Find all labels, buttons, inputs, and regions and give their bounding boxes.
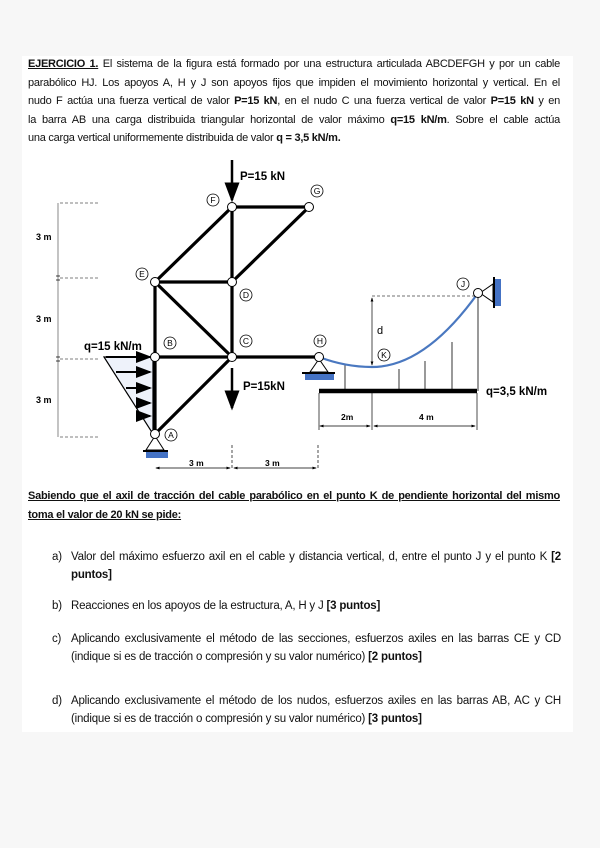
question-text: Aplicando exclusivamente el método de las secciones, esfuerzos axiles en las barras CE y CD (indique si es de tracción o compresión y su valor numérico) bbox=[71, 633, 561, 663]
node-label-e bbox=[136, 268, 148, 280]
joint-g bbox=[305, 203, 314, 212]
truss-bars bbox=[155, 207, 319, 434]
dim-label: 3 m bbox=[36, 232, 52, 242]
emphasis-text: P=15 kN bbox=[490, 95, 534, 107]
statement-text: nudo F actúa una fuerza vertical de valor bbox=[28, 95, 235, 107]
cable-hangers bbox=[345, 296, 478, 391]
dim-label: 3 m bbox=[265, 458, 280, 468]
joint-h bbox=[315, 353, 324, 362]
svg-text:B: B bbox=[167, 338, 173, 348]
statement-text: . Sobre el cable actúa bbox=[446, 113, 560, 126]
dim-label: 3 m bbox=[189, 458, 204, 468]
node-label-k bbox=[378, 349, 390, 361]
question-text: Aplicando exclusivamente el método de los nudos, esfuerzos axiles en las barras AB, AC y CH (indique si es de tracción o compresión y su valor numérico) bbox=[71, 695, 561, 725]
dim-label: 4 m bbox=[419, 412, 434, 422]
joint-f bbox=[228, 203, 237, 212]
svg-text:F: F bbox=[210, 195, 216, 205]
load-label-q-ab: q=15 kN/m bbox=[84, 341, 142, 353]
statement-text: El sistema de la figura está formado por una estructura articulada ABCDEFGH y por un cable bbox=[98, 58, 560, 70]
joint-b bbox=[151, 353, 160, 362]
dim-label: 2m bbox=[341, 412, 354, 422]
load-label-f: P=15 kN bbox=[240, 171, 286, 183]
triangular-load bbox=[104, 357, 153, 434]
question-text: Reacciones en los apoyos de la estructura, A, H y J bbox=[71, 600, 327, 612]
subtitle-line: Sabiendo que el axil de tracción del cable parabólico en el punto K de pendiente horizontal del mismo bbox=[28, 490, 560, 502]
svg-text:G: G bbox=[313, 186, 321, 196]
node-label-g bbox=[311, 185, 323, 197]
question-points: [2 puntos] bbox=[71, 551, 561, 581]
svg-text:D: D bbox=[242, 290, 250, 300]
question-letter: c) bbox=[52, 633, 62, 645]
question-points: [3 puntos] bbox=[368, 713, 422, 725]
question-intro bbox=[28, 488, 560, 525]
svg-text:H: H bbox=[316, 336, 324, 346]
svg-text:C: C bbox=[242, 336, 250, 346]
question-letter: b) bbox=[52, 600, 62, 612]
emphasis-text: P=15 kN bbox=[234, 95, 278, 107]
svg-text:K: K bbox=[381, 350, 387, 360]
node-label-d bbox=[240, 289, 252, 301]
node-label-a bbox=[165, 429, 177, 441]
svg-text:E: E bbox=[139, 269, 145, 279]
subtitle-line: toma el valor de 20 kN se pide: bbox=[28, 508, 182, 521]
question-text: Valor del máximo esfuerzo axil en el cable y distancia vertical, d, entre el punto J y el punto K bbox=[71, 551, 552, 563]
joint-j bbox=[474, 289, 483, 298]
bottom-dimensions bbox=[156, 445, 318, 470]
joint-d bbox=[228, 278, 237, 287]
load-label-c: P=15kN bbox=[243, 381, 285, 393]
dim-label: 3 m bbox=[36, 314, 52, 324]
support-h bbox=[302, 359, 335, 380]
joint-e bbox=[151, 278, 160, 287]
statement-text: la barra AB una carga distribuida triangular horizontal de valor máximo bbox=[28, 113, 391, 126]
question-letter: d) bbox=[52, 695, 62, 707]
parabolic-cable bbox=[316, 293, 478, 367]
svg-text:J: J bbox=[460, 279, 466, 289]
node-label-f bbox=[207, 194, 219, 206]
joint-a bbox=[151, 430, 160, 439]
node-label-j bbox=[457, 278, 469, 290]
left-dimension bbox=[56, 203, 100, 437]
node-label-c bbox=[240, 335, 252, 347]
question-points: [3 puntos] bbox=[326, 600, 381, 612]
support-j bbox=[480, 277, 501, 308]
statement-text: una carga vertical uniformemente distribuida de valor bbox=[28, 132, 277, 144]
emphasis-text: EJERCICIO 1. bbox=[28, 58, 99, 70]
question-points: [2 puntos] bbox=[368, 651, 422, 663]
dim-label: 3 m bbox=[36, 395, 52, 405]
node-label-h bbox=[314, 335, 326, 347]
emphasis-text: q=15 kN/m bbox=[390, 113, 447, 126]
load-label-cable: q=3,5 kN/m bbox=[486, 386, 548, 398]
support-a bbox=[143, 436, 168, 458]
question-letter: a) bbox=[52, 551, 62, 563]
statement-text: y en bbox=[533, 95, 560, 107]
statement-text: , en el nudo C una fuerza vertical de valor bbox=[277, 95, 491, 107]
svg-text:A: A bbox=[168, 430, 174, 440]
dim-d-label: d bbox=[377, 325, 384, 337]
statement-text: parabólico HJ. Los apoyos A, H y J son apoyos fijos que impiden el movimiento horizontal y vertical. En el bbox=[28, 76, 560, 89]
emphasis-text: q = 3,5 kN/m. bbox=[276, 132, 341, 144]
joint-c bbox=[228, 353, 237, 362]
node-label-b bbox=[164, 337, 176, 349]
